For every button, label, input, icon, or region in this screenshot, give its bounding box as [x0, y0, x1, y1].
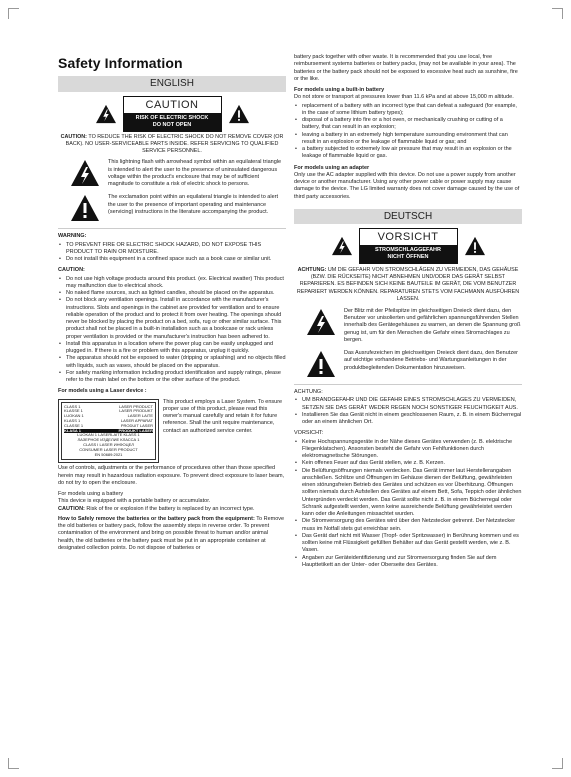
right-column	[294, 54, 522, 569]
laser-class: KLASSE 1	[64, 408, 83, 414]
page-title: Safety Information	[58, 55, 183, 71]
laser-label-inner	[61, 402, 156, 461]
caution-item: • For safety marking information including product identification and supply ratings, please refer to the main label on the bottom or the other surface of the product.	[66, 370, 286, 385]
vorsicht-title: VORSICHT	[377, 230, 439, 243]
caution-heading: CAUTION:	[58, 267, 85, 274]
battery-continuation-text: battery pack together with other waste. It is recommended that you use local, free reimbursement systems batteries or battery packs, (may not be available in your area). The batteries or the battery pack should not be exposed to excessive heat such as sunshine, fire or the like.	[294, 54, 518, 82]
laser-class: CLASSE 1	[64, 422, 84, 428]
remove-battery-heading: How to Safely remove the batteries or the battery pack from the equipment:	[58, 515, 255, 522]
laser-class-label	[58, 399, 159, 464]
laser-extra-line: CONSUMER LASER PRODUCT	[79, 446, 138, 452]
lightning-explanation-text: This lightning flash with arrowhead symbol within an equilateral triangle is intended to alert the user to the presence of uninsulated dangerous voltage within the product's enclosure that may be of sufficient magnitude to constitute a risk of electric shock to persons.	[108, 159, 282, 188]
builtin-battery-item: • leaving a battery in an extremely high temperature surrounding environment that can result in an explosion or the leakage of flammable liquid or gas; and	[302, 132, 522, 147]
builtin-battery-item: • replacement of a battery with an incorrect type that can defeat a safeguard (for example, in the case of some lithium battery types);	[302, 103, 522, 118]
warning-list	[58, 242, 286, 264]
deutsch-section-header: DEUTSCH	[294, 209, 522, 224]
vorsicht-sub2: NICHT ÖFFNEN	[387, 254, 429, 261]
left-column	[58, 52, 286, 552]
caution-label-block	[58, 96, 286, 132]
crop-mark-top-right	[552, 8, 563, 19]
vorsicht-label-block	[294, 228, 522, 264]
laser-description	[163, 399, 286, 464]
vorsicht-list	[294, 439, 522, 570]
lightning-warning-icon	[95, 104, 117, 124]
achtung-label: ACHTUNG:	[297, 267, 327, 274]
laser-product: PRODUIT LASER	[120, 422, 153, 428]
achtung-item: • Installieren Sie das Gerät nicht in einem geschlossenen Raum, z. B. in einem Bücherregal oder an einem ähnlichen Ort.	[302, 412, 522, 427]
laser-product: PRODUKT LASER	[118, 427, 153, 433]
laser-text-2: Use of controls, adjustments or the performance of procedures other than those specified herein may result in hazardous radiation exposure. To prevent direct exposure to laser beam, do not try to open the enclosure.	[58, 465, 285, 486]
divider	[58, 228, 286, 229]
caution-item: • Install this apparatus in a location where the power plug can be easily unplugged and plugged in. If there is a fire or problem with this apparatus, unplug it quickly.	[66, 341, 286, 356]
builtin-battery-item: • a battery subjected to extremely low air pressure that may result in an explosion or the leakage of flammable liquid or gas.	[302, 146, 522, 161]
builtin-battery-item: • disposal of a battery into fire or a hot oven, or mechanically crushing or cutting of a battery, that can result in an explosion;	[302, 117, 522, 132]
caution-item: • Do not use high voltage products around this product. (ex. Electrical swatter) This product may malfunction due to electrical shock.	[66, 276, 286, 291]
crop-mark-top-left	[8, 8, 19, 19]
exclamation-warning-icon	[228, 104, 250, 124]
de-exclamation-explanation	[294, 350, 522, 378]
achtung-heading: ACHTUNG:	[294, 389, 323, 396]
exclamation-explanation-text: The exclamation point within an equilateral triangle is intended to alert the user to the presence of important operating and maintenance (servicing) instructions in the literature accompanying the product.	[108, 194, 278, 215]
vorsicht-item: • Die Stromversorgung des Gerätes wird über den Netzstecker getrennt. Der Netzstecker muss im Notfall stets gut erreichbar sein.	[302, 518, 522, 533]
laser-extra-line: EN 50689:2021	[94, 451, 123, 457]
caution-sub1: RISK OF ELECTRIC SHOCK	[135, 115, 209, 122]
warning-heading: WARNING:	[58, 233, 87, 240]
caution-box	[123, 96, 222, 132]
vorsicht-item: • Das Gerät darf nicht mit Wasser (Tropf- oder Spritzwasser) in Berührung kommen und es sollten keine mit Flüssigkeit gefüllten Behälter auf das Gerät gestellt werden, wie z. B. Vasen.	[302, 533, 522, 555]
caution-statement-text: TO REDUCE THE RISK OF ELECTRIC SHOCK DO NOT REMOVE COVER (OR BACK). NO USER-SERVICEABLE PARTS INSIDE. REFER SERVICING TO QUALIFIED SERVICE PERSONNEL.	[65, 133, 284, 155]
builtin-battery-list	[294, 103, 522, 161]
battery-caution-label: CAUTION:	[58, 505, 85, 512]
exclamation-warning-icon	[464, 236, 486, 256]
battery-text: This device is equipped with a portable battery or accumulator.	[58, 498, 211, 505]
vorsicht-item: • Die Belüftungsöffnungen niemals verdecken. Das Gerät immer laut Herstellerangaben anschließen. Schlitze und Öffnungen im Gehäuse dienen der Belüftung, gewährleisten einen störungsfreien Betrieb des Gerätes und schützen es vor Überhitzung. Öffnungen sollten niemals durch Aufstellen des Gerätes auf einem Bett, Sofa, Teppich oder ähnlichen Untergründen verdeckt werden. Das Gerät sollte nicht z. B. in einem Bücherregal oder Schrank aufgestellt werden, wenn keine ausreichende Belüftung gewährleistet werden kann oder die Anleitungen missachtet wurden.	[302, 468, 522, 519]
battery-caution-text: Risk of fire or explosion if the battery is replaced by an incorrect type.	[86, 505, 255, 512]
laser-product: LASER PRODUKT	[119, 408, 153, 414]
laser-product: LASER APPARAT	[120, 417, 153, 423]
laser-product: LASER PRODUCT	[118, 403, 153, 409]
crop-mark-bottom-left	[8, 758, 19, 769]
laser-class: LUOKAN 1	[64, 413, 84, 419]
adapter-heading: For models using an adapter	[294, 164, 370, 171]
adapter-text: Only use the AC adapter supplied with this device. Do not use a power supply from another device or another manufacturer. Using any other power cable or power supply may cause damage to the device. The LG limited warranty does not cover damage caused by the use of third party accessories.	[294, 171, 520, 200]
laser-class: CLASS 1	[64, 403, 81, 409]
laser-heading: For models using a Laser device :	[58, 388, 147, 395]
de-lightning-text: Der Blitz mit der Pfeilspitze im gleichseitigen Dreieck dient dazu, den Benutzer vor unisolierten und gefährlichen spannungsführenden Stellen innerhalb des Gerätegehäuses zu warnen, an denen die Spannung groß genug ist, um für den Menschen die Gefahr eines Stromschlages zu bergen.	[344, 307, 521, 343]
remove-battery-paragraph	[58, 516, 286, 552]
battery-heading: For models using a battery	[58, 491, 124, 498]
battery-caution	[58, 506, 286, 513]
achtung-statement	[294, 267, 522, 303]
english-section-header: ENGLISH	[58, 76, 286, 91]
lightning-warning-icon	[331, 236, 353, 256]
caution-statement-label: CAUTION:	[60, 133, 87, 140]
achtung-text: UM DIE GEFAHR VON STROMSCHLÄGEN ZU VERMEIDEN, DAS GEHÄUSE (BZW. DIE RÜCKSEITE) NICHT ABNEHMEN UND/ODER DAS GERÄT SELBST REPARIEREN. ES BEFINDEN SICH KEINE BAUTEILE IM GERÄT, DIE VOM BENUTZER REPARIERT WERDEN KÖNNEN. REPARATUREN STETS VOM FACHMANN AUSFÜHREN LASSEN.	[296, 267, 520, 302]
crop-mark-bottom-right	[552, 758, 563, 769]
de-lightning-explanation	[294, 308, 522, 344]
vorsicht-heading: VORSICHT:	[294, 430, 324, 437]
vorsicht-item: • Angaben zur Geräteidentifizierung und zur Stromversorgung finden Sie auf dem Haupttetikett an der Unter- oder Oberseite des Gerätes.	[302, 555, 522, 570]
exclamation-symbol-icon	[70, 194, 100, 222]
caution-item: • The apparatus should not be exposed to water (dripping or splashing) and no objects filled with liquids, such as vases, should be placed on the apparatus.	[66, 355, 286, 370]
caution-subtitle	[124, 113, 221, 131]
laser-extra-line: ЛАЗЕРНОЕ ИЗДЕЛИЕ КЛАССА 1	[77, 437, 140, 443]
builtin-battery-heading: For models using a built-in battery	[294, 87, 385, 93]
vorsicht-sub1: STROMSCHLAGGEFAHR	[375, 247, 441, 254]
caution-statement	[58, 134, 286, 155]
divider	[294, 384, 522, 385]
laser-extra-line: LUOKAN 1 LASERLAITE KLASS 1	[77, 432, 140, 438]
vorsicht-box	[359, 228, 458, 264]
exclamation-symbol-icon	[306, 350, 336, 378]
caution-item: • No naked flame sources, such as lighted candles, should be placed on the apparatus.	[66, 290, 286, 297]
warning-item: • Do not install this equipment in a confined space such as a book case or similar unit.	[66, 256, 286, 263]
laser-text: This product employs a Laser System. To ensure proper use of this product, please read this owner's manual carefully and retain it for future reference. Shall the unit require maintenance, contact an authorized service center.	[163, 398, 283, 434]
caution-item: • Do not block any ventilation openings. Install in accordance with the manufacturer's instructions. Slots and openings in the cabinet are provided for ventilation and to ensure reliable operation of the product and to protect it from over heating. The openings should never be blocked by placing the product on a bed, sofa, rug or other similar surface. This product shall not be placed in a built-in installation such as a bookcase or rack unless proper ventilation is provided or the manufacturer's instruction has been adhered to.	[66, 297, 286, 341]
exclamation-explanation	[58, 194, 286, 222]
caution-sub2: DO NOT OPEN	[152, 122, 192, 129]
vorsicht-item: • Kein offenes Feuer auf das Gerät stellen, wie z. B. Kerzen.	[302, 460, 522, 467]
vorsicht-subtitle	[360, 245, 457, 263]
vorsicht-item: • Keine Hochspannungsgeräte in der Nähe dieses Gerätes verwenden (z. B. elektrische Fliegenklatschen). Ansonsten besteht die Gefahr von Fehlfunktionen durch elektromagnetische Störungen.	[302, 439, 522, 461]
laser-extra-line: CLASS I LASER ИНФОЦЕЛ	[83, 441, 134, 447]
lightning-symbol-icon	[306, 308, 336, 336]
de-exclamation-text: Das Ausrufezeichen im gleichseitigen Dreieck dient dazu, den Benutzer auf wichtige vorhandene Betriebs- und Wartungsanleitungen in der produktbegleitenden Dokumentation hinzuweisen.	[344, 350, 518, 371]
laser-section	[58, 399, 286, 464]
remove-battery-text: To Remove the old batteries or battery pack, follow the assembly steps in reverse order. To prevent contamination of the environment and bring on possible threat to human and/or animal health, the old batteries or the battery pack must be put in an appropriate container at designated collection points. Do not dispose of batteries or	[58, 515, 285, 551]
achtung-list	[294, 397, 522, 426]
laser-class: KLASA 1	[64, 427, 81, 433]
caution-title: CAUTION	[145, 98, 199, 111]
lightning-explanation	[58, 159, 286, 188]
achtung-item: • UM BRANDGEFAHR UND DIE GEFAHR EINES STROMSCHLAGES ZU VERMEIDEN, SETZEN SIE DAS GERÄT WEDER REGEN NOCH SONSTIGER FEUCHTIGKEIT AUS.	[302, 397, 522, 412]
laser-product: LASER LAITE	[127, 413, 153, 419]
lightning-symbol-icon	[70, 159, 100, 187]
laser-class: KLASS 1	[64, 417, 81, 423]
builtin-battery-text: Do not store or transport at pressures lower than 11.6 kPa and at above 15,000 m altitude.	[294, 94, 514, 101]
warning-item: • TO PREVENT FIRE OR ELECTRIC SHOCK HAZARD, DO NOT EXPOSE THIS PRODUCT TO RAIN OR MOISTURE.	[66, 242, 286, 257]
caution-list	[58, 276, 286, 385]
